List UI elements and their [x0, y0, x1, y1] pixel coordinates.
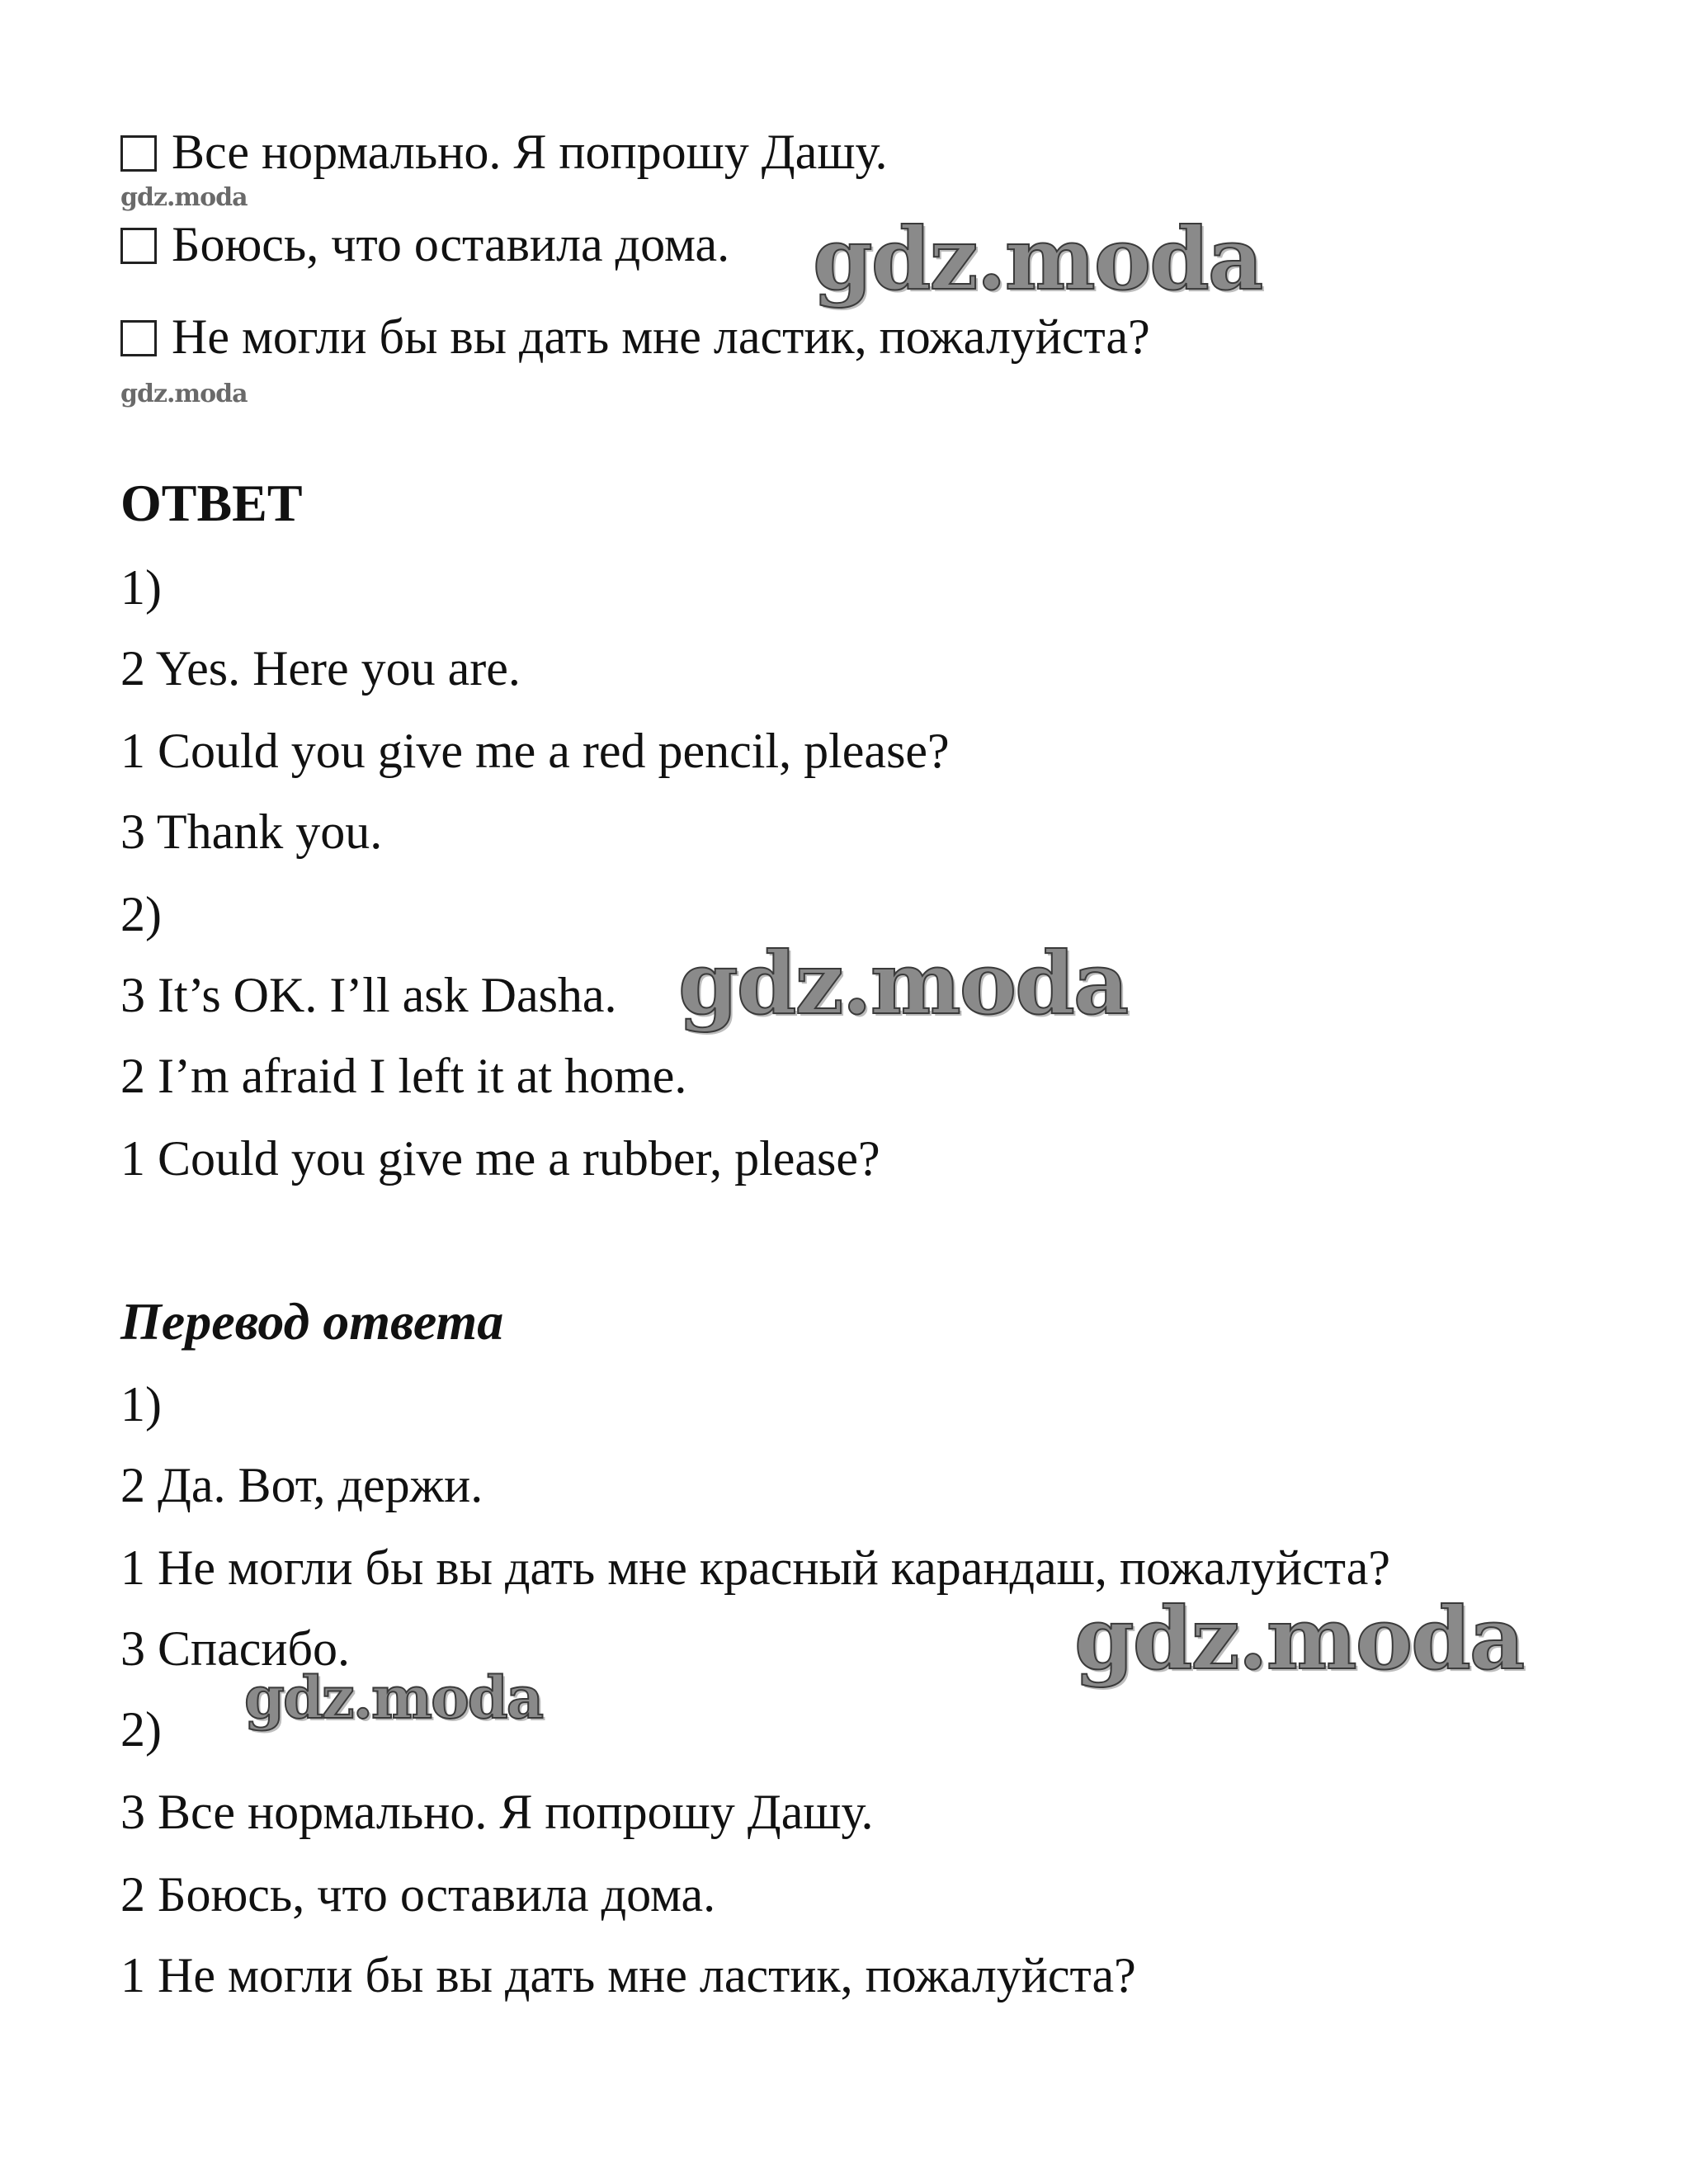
answer-line: 1 Could you give me a red pencil, please? [120, 724, 950, 778]
option-item [120, 215, 729, 274]
option-text: Не могли бы вы дать мне ластик, пожалуйста? [172, 309, 1150, 364]
translation-part2-label: 2) [120, 1702, 162, 1757]
watermark-large: gdz.moda [244, 1663, 543, 1732]
watermark-small: gdz.moda [120, 183, 248, 212]
option-text: Боюсь, что оставила дома. [172, 217, 730, 271]
checkbox[interactable] [120, 135, 157, 172]
watermark-large: gdz.moda [678, 932, 1128, 1034]
watermark-small: gdz.moda [120, 380, 248, 408]
answer-line: 3 Thank you. [120, 804, 383, 859]
translation-line: 3 Все нормально. Я попрошу Дашу. [120, 1785, 874, 1839]
answer-line: 3 It’s OK. I’ll ask Dasha. [120, 968, 617, 1022]
translation-line: 1 Не могли бы вы дать мне красный карандаш, пожалуйста? [120, 1540, 1390, 1595]
answer-line: 2 I’m afraid I left it at home. [120, 1049, 687, 1103]
translation-heading: Перевод ответа [120, 1292, 504, 1351]
answer-part1-label: 1) [120, 560, 162, 615]
watermark-large: gdz.moda [1074, 1587, 1524, 1689]
checkbox[interactable] [120, 228, 157, 264]
option-item [120, 307, 1150, 366]
answer-line: 1 Could you give me a rubber, please? [120, 1131, 880, 1186]
watermark-large: gdz.moda [813, 208, 1262, 309]
option-item [120, 122, 888, 182]
translation-line: 1 Не могли бы вы дать мне ластик, пожалуйста? [120, 1948, 1136, 2002]
translation-line: 2 Да. Вот, держи. [120, 1458, 484, 1512]
translation-line: 3 Спасибо. [120, 1621, 351, 1676]
translation-line: 2 Боюсь, что оставила дома. [120, 1867, 716, 1922]
option-text: Все нормально. Я попрошу Дашу. [172, 125, 888, 179]
checkbox[interactable] [120, 320, 157, 356]
answer-part2-label: 2) [120, 887, 162, 941]
answer-heading: ОТВЕТ [120, 474, 303, 532]
translation-part1-label: 1) [120, 1377, 162, 1432]
answer-line: 2 Yes. Here you are. [120, 641, 521, 696]
